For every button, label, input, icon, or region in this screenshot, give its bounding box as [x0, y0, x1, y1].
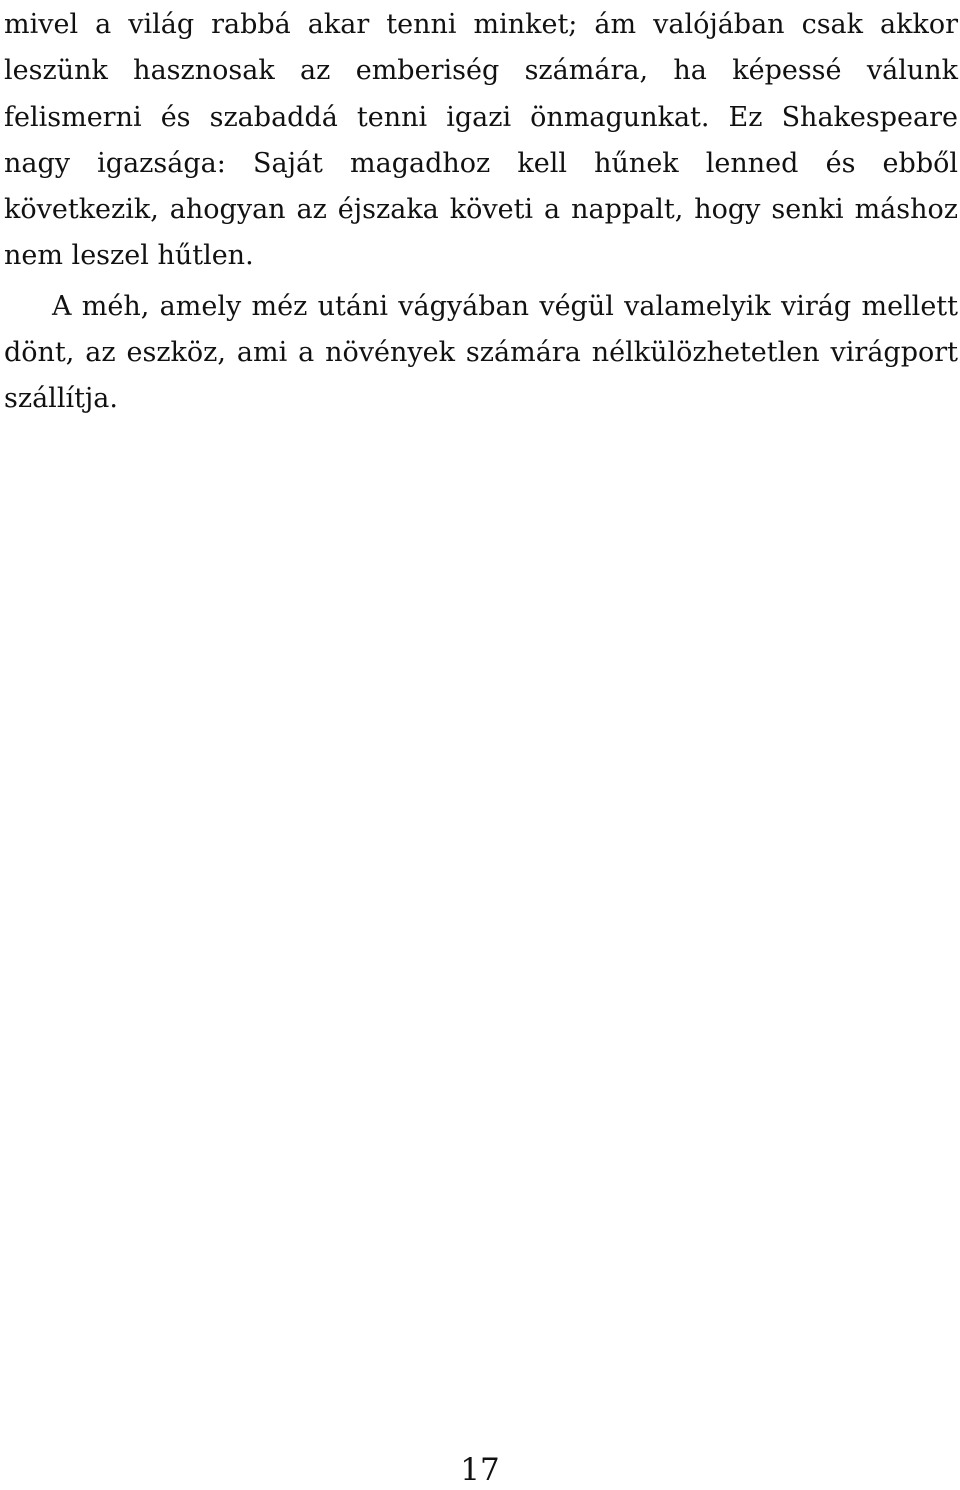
paragraph-bee: A méh, amely méz utáni vágyában végül valamelyik virág mellett dönt, az eszköz, ami a növények számára nélkülözhetetlen virágport szállítja. — [4, 290, 958, 415]
body-text — [4, 2, 958, 423]
page-number: 17 — [460, 1452, 500, 1488]
paragraph-continued: mivel a világ rabbá akar tenni minket; ám valójában csak akkor leszünk hasznosak az emberiség számára, ha képessé válunk felismerni és szabaddá tenni igazi önmagunkat. Ez Shakespeare nagy igazsága: Saját magadhoz kell hűnek lenned és ebből következik, ahogyan az éjszaka követi a nappalt, hogy senki máshoz nem leszel hűtlen. — [4, 9, 958, 272]
